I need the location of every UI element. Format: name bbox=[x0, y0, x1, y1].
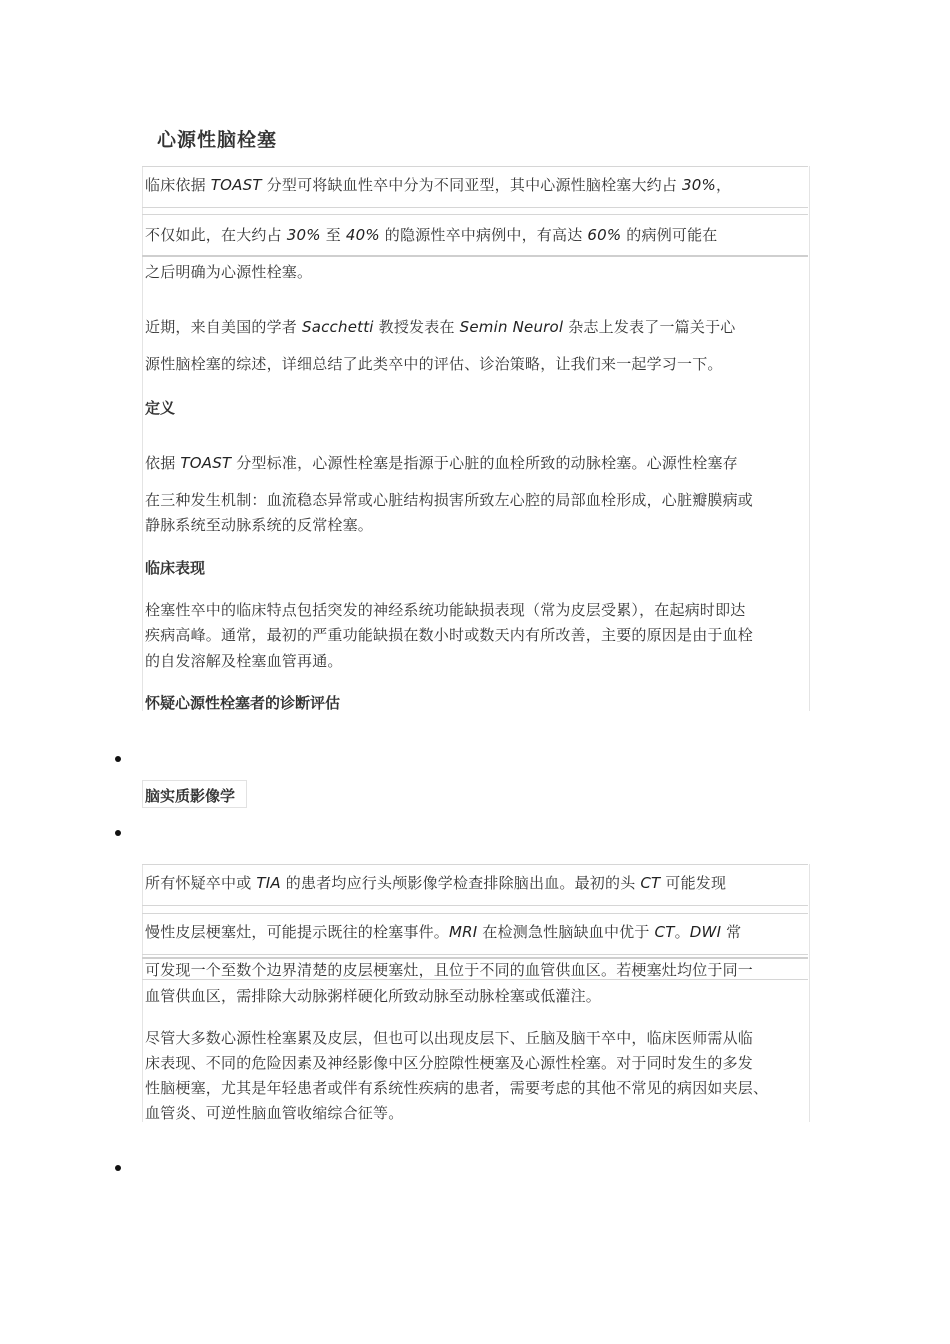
divider bbox=[142, 954, 808, 955]
imaging-line-3: 可发现一个至数个边界清楚的皮层梗塞灶，且位于不同的血管供血区。若梗塞灶均位于同一 bbox=[145, 961, 754, 979]
clinical-line-3: 的自发溶解及栓塞血管再通。 bbox=[145, 652, 343, 670]
section-heading-clinical: 临床表现 bbox=[145, 559, 206, 577]
imaging-line-2: 慢性皮层梗塞灶，可能提示既往的栓塞事件。MRI 在检测急性脑缺血中优于 CT。DWI 常 bbox=[145, 923, 742, 941]
intro-line-5: 源性脑栓塞的综述，详细总结了此类卒中的评估、诊治策略，让我们来一起学习一下。 bbox=[145, 355, 723, 373]
divider bbox=[142, 913, 808, 914]
divider bbox=[142, 864, 808, 865]
imaging-line-4: 血管供血区，需排除大动脉粥样硬化所致动脉至动脉栓塞或低灌注。 bbox=[145, 987, 602, 1005]
divider bbox=[142, 255, 808, 257]
definition-line-1: 依据 TOAST 分型标准，心源性栓塞是指源于心脏的血栓所致的动脉栓塞。心源性栓塞存 bbox=[145, 454, 738, 472]
clinical-line-2: 疾病高峰。通常，最初的严重功能缺损在数小时或数天内有所改善，主要的原因是由于血栓 bbox=[145, 626, 754, 644]
bullet-dot bbox=[115, 756, 121, 762]
intro-line-2: 不仅如此，在大约占 30% 至 40% 的隐源性卒中病例中，有高达 60% 的病例可能在 bbox=[145, 226, 718, 244]
divider bbox=[142, 166, 808, 167]
intro-line-4: 近期，来自美国的学者 Sacchetti 教授发表在 Semin Neurol 杂志上发表了一篇关于心 bbox=[145, 318, 736, 336]
divider bbox=[142, 214, 808, 215]
imaging-p2-line-1: 尽管大多数心源性栓塞累及皮层，但也可以出现皮层下、丘脑及脑干卒中，临床医师需从临 bbox=[145, 1029, 754, 1047]
intro-line-3: 之后明确为心源性栓塞。 bbox=[145, 263, 313, 281]
definition-line-2: 在三种发生机制：血流稳态异常或心脏结构损害所致左心腔的局部血栓形成，心脏瓣膜病或 bbox=[145, 491, 754, 509]
imaging-p2-line-3: 性脑梗塞，尤其是年轻患者或伴有系统性疾病的患者，需要考虑的其他不常见的病因如夹层、 bbox=[145, 1079, 769, 1097]
section-heading-diagnosis: 怀疑心源性栓塞者的诊断评估 bbox=[145, 694, 341, 712]
page-title: 心源性脑栓塞 bbox=[157, 129, 278, 151]
bullet-dot bbox=[115, 1165, 121, 1171]
imaging-p2-line-2: 床表现、不同的危险因素及神经影像中区分腔隙性梗塞及心源性栓塞。对于同时发生的多发 bbox=[145, 1054, 754, 1072]
divider bbox=[142, 905, 808, 906]
divider bbox=[142, 207, 808, 208]
imaging-p2-line-4: 血管炎、可逆性脑血管收缩综合征等。 bbox=[145, 1104, 404, 1122]
subheading-imaging: 脑实质影像学 bbox=[145, 787, 236, 805]
imaging-line-1: 所有怀疑卒中或 TIA 的患者均应行头颅影像学检查排除脑出血。最初的头 CT 可能发现 bbox=[145, 874, 727, 892]
clinical-line-1: 栓塞性卒中的临床特点包括突发的神经系统功能缺损表现（常为皮层受累），在起病时即达 bbox=[145, 601, 746, 619]
section-heading-definition: 定义 bbox=[145, 399, 176, 417]
intro-line-1: 临床依据 TOAST 分型可将缺血性卒中分为不同亚型，其中心源性脑栓塞大约占 30%， bbox=[145, 176, 732, 194]
definition-line-3: 静脉系统至动脉系统的反常栓塞。 bbox=[145, 516, 374, 534]
bullet-dot bbox=[115, 830, 121, 836]
